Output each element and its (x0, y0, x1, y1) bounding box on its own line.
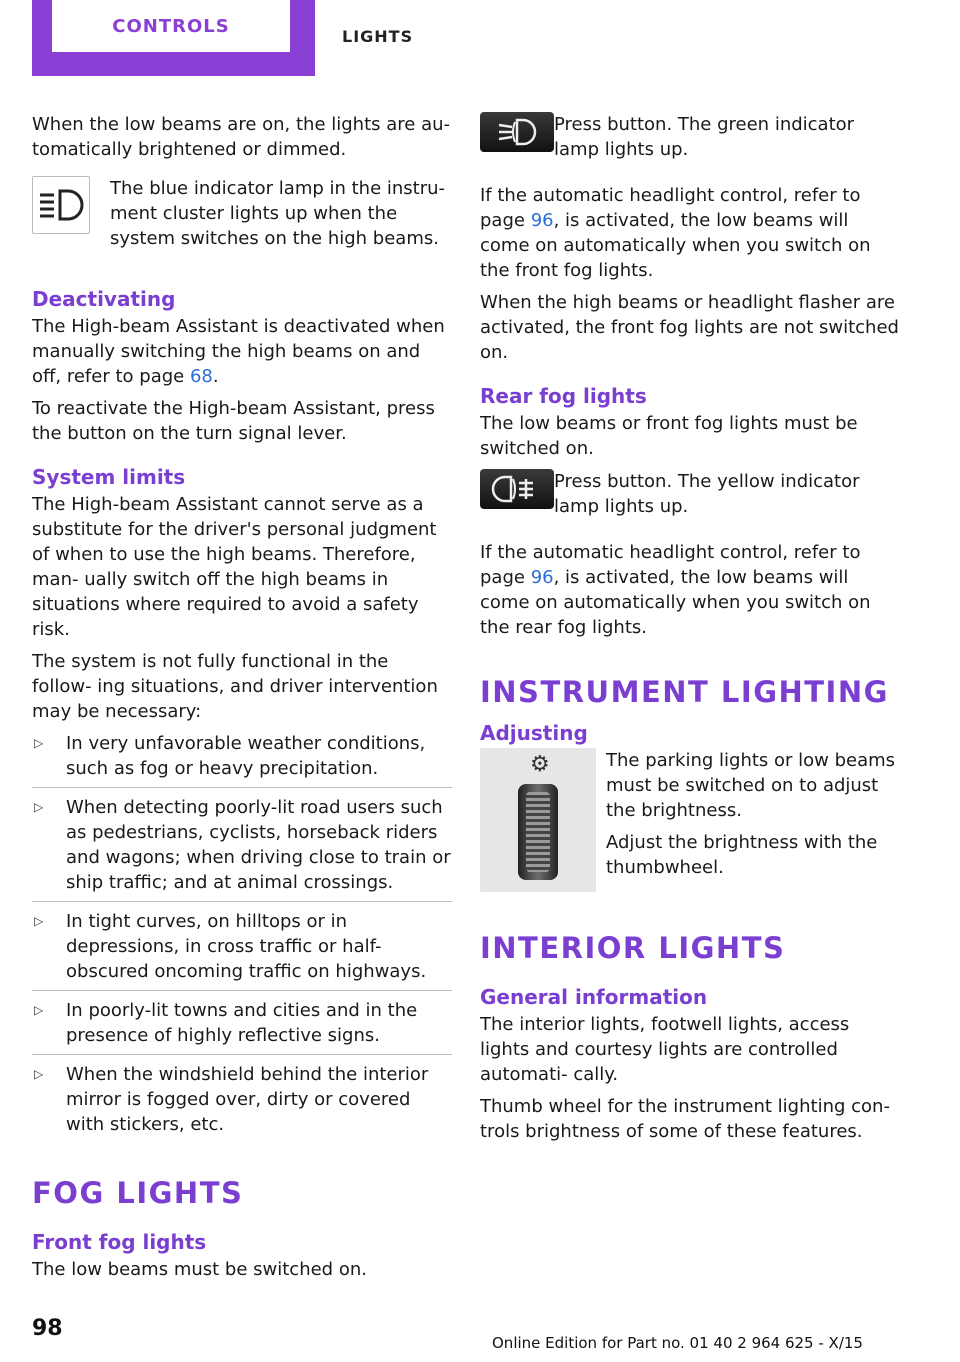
bullet-triangle-icon: ▷ (34, 1003, 44, 1017)
front-fog-light-icon (480, 112, 554, 152)
tab-controls[interactable] (32, 0, 315, 76)
high-beam-indicator-text: The blue indicator lamp in the instru‐ ment cluster lights up when the system switches on the high beams. (110, 178, 446, 249)
rear-fog-p2-text: If the automatic headlight control, refer to page (480, 542, 861, 588)
general-information-heading: General information (480, 985, 708, 1009)
rear-fog-light-icon (480, 469, 554, 509)
front-fog-lights-heading: Front fog lights (32, 1230, 207, 1254)
tab-lights[interactable]: LIGHTS (342, 27, 414, 46)
front-fog-p2-end: , is activated, the low beams will come on automatically when you switch on the front fog lights. (480, 210, 871, 281)
front-fog-paragraph-1: The low beams must be switched on. (32, 1259, 367, 1280)
list-item-text: In tight curves, on hilltops or in depressions, in cross traffic or half-obscured oncoming traffic on highways. (66, 911, 427, 982)
rear-fog-press-text: Press button. The yellow indicator lamp lights up. (554, 471, 860, 517)
page-link-96[interactable]: 96 (530, 210, 554, 231)
page-number: 98 (32, 1316, 63, 1341)
system-limits-paragraph-1: The High-beam Assistant cannot serve as a substitute for the driver's personal judgment of when to use the high beams. Therefore, man‐ ually switch off the high beams in situations where required to avoid a safety risk. (32, 494, 437, 640)
list-item-text: In poorly-lit towns and cities and in the presence of highly reflective signs. (66, 1000, 418, 1046)
page-link-68[interactable]: 68 (189, 366, 213, 387)
rear-fog-p2-end: , is activated, the low beams will come on automatically when you switch on the rear fog lights. (480, 567, 871, 638)
bullet-triangle-icon: ▷ (34, 736, 44, 750)
list-item (32, 998, 452, 1055)
front-fog-paragraph-2 (480, 183, 900, 283)
list-item (32, 1062, 452, 1143)
instrument-lighting-thumbwheel (480, 748, 596, 892)
instrument-paragraph-1: The parking lights or low beams must be switched on to adjust the brightness. (606, 750, 896, 821)
interior-paragraph-2: Thumb wheel for the instrument lighting con‐ trols brightness of some of these features. (480, 1096, 890, 1142)
list-item-text: In very unfavorable weather conditions, such as fog or heavy precipitation. (66, 733, 426, 779)
bullet-triangle-icon: ▷ (34, 1067, 44, 1081)
deactivating-heading: Deactivating (32, 287, 176, 311)
front-fog-p2-text: If the automatic headlight control, refer to page (480, 185, 861, 231)
thumbwheel-icon (518, 784, 558, 880)
system-limits-heading: System limits (32, 465, 186, 489)
bullet-triangle-icon: ▷ (34, 800, 44, 814)
list-item (32, 731, 452, 788)
interior-paragraph-1: The interior lights, footwell lights, access lights and courtesy lights are controlled automati‐ cally. (480, 1014, 850, 1085)
system-limits-list (32, 731, 452, 1143)
rear-fog-lights-heading: Rear fog lights (480, 384, 647, 408)
high-beam-indicator-icon (32, 176, 90, 234)
list-item (32, 909, 452, 991)
bullet-triangle-icon: ▷ (34, 914, 44, 928)
page-link-96[interactable]: 96 (530, 567, 554, 588)
front-fog-paragraph-3: When the high beams or headlight flasher are activated, the front fog lights are not switched on. (480, 292, 899, 363)
thumbwheel-row (480, 748, 900, 892)
deactivating-p1-text: The High-beam Assistant is deactivated when manually switching the high beams on and off, refer to page (32, 316, 445, 387)
edition-footer: Online Edition for Part no. 01 40 2 964 625 - X/15 (492, 1334, 863, 1352)
left-column (32, 112, 452, 1289)
high-beam-indicator-row (32, 176, 452, 258)
list-item (32, 795, 452, 902)
front-fog-button-row (480, 112, 900, 169)
thumbwheel-text (606, 748, 900, 887)
deactivating-p1-end: . (212, 366, 219, 387)
adjusting-heading: Adjusting (480, 721, 588, 745)
list-item-text: When the windshield behind the interior mirror is fogged over, dirty or covered with stickers, etc. (66, 1064, 429, 1135)
list-item-text: When detecting poorly-lit road users such as pedestrians, cyclists, horseback riders and wagons; when driving close to train or ship traffic; and at animal crossings. (66, 797, 451, 893)
deactivating-paragraph-1 (32, 314, 452, 389)
front-fog-press-text: Press button. The green indicator lamp lights up. (554, 114, 855, 160)
right-column (480, 112, 900, 1151)
rear-fog-paragraph-1: The low beams or front fog lights must be switched on. (480, 413, 858, 459)
deactivating-paragraph-2: To reactivate the High-beam Assistant, press the button on the turn signal lever. (32, 398, 435, 444)
tab-controls-label: CONTROLS (52, 0, 290, 52)
interior-lights-heading: INTERIOR LIGHTS (480, 931, 786, 965)
system-limits-paragraph-2: The system is not fully functional in the follow‐ ing situations, and driver intervention may be necessary: (32, 651, 438, 722)
lighting-symbol-icon: ⚙ (530, 752, 550, 777)
intro-paragraph: When the low beams are on, the lights are au‐ tomatically brightened or dimmed. (32, 114, 451, 160)
fog-lights-heading: FOG LIGHTS (32, 1176, 244, 1210)
instrument-lighting-heading: INSTRUMENT LIGHTING (480, 675, 889, 709)
instrument-paragraph-2: Adjust the brightness with the thumbwheel. (606, 832, 878, 878)
rear-fog-button-row (480, 469, 900, 526)
rear-fog-paragraph-2 (480, 540, 900, 640)
